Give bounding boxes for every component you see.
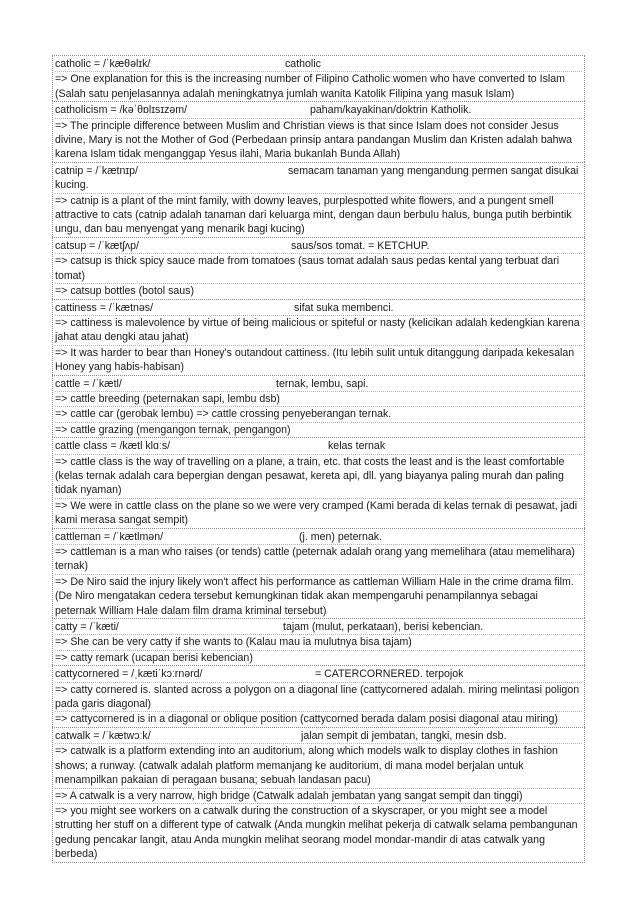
entry-example: => She can be very catty if she wants to (Kalau mau ia mulutnya bisa tajam) xyxy=(55,635,582,650)
dictionary-entry xyxy=(52,101,585,162)
entry-headword-row xyxy=(55,164,582,194)
entry-headword: catty = /ˈkæti/ xyxy=(55,621,119,634)
entry-headword-row xyxy=(55,239,582,254)
entry-example: => One explanation for this is the increasing number of Filipino Catholic women who have converted to Islam (Salah satu penjelasannya adalah meningkatnya jumlah wanita Katolik Filipina yang masuk Islam) xyxy=(55,73,565,100)
dictionary-entry xyxy=(52,299,585,375)
entry-example: => catty cornered is. slanted across a polygon on a diagonal line (cattycornered adalah. miring melintasi poligon pada garis diagonal) xyxy=(55,683,582,713)
entry-headword-row xyxy=(55,103,582,118)
entry-headword-row xyxy=(55,439,582,454)
entry-example: => We were in cattle class on the plane so we were very cramped (Kami berada di kelas ternak di pesawat, jadi kami merasa sangat sempit) xyxy=(55,499,578,527)
entry-headword: cattle = /ˈkætl/ xyxy=(55,377,122,390)
entry-example: => catsup is thick spicy sauce made from tomatoes (saus tomat adalah saus pedas kental yang terbuat dari tomat) xyxy=(55,254,582,284)
dictionary-entry xyxy=(52,665,585,727)
entry-gloss: kelas ternak xyxy=(328,440,386,453)
entry-example: => De Niro said the injury likely won't affect his performance as cattleman William Hale in the crime drama film. (De Niro mengatakan cedera tersebut kemungkinan tidak akan mempengaruhi penampilannya sebagai peternak William Hale dalam film drama kriminal tersebut) xyxy=(55,575,574,617)
entry-gloss: ternak, lembu, sapi. xyxy=(276,377,369,390)
entry-headword-row xyxy=(55,620,582,635)
entry-headword: catwalk = /ˈkætwɔːk/ xyxy=(55,729,151,742)
entry-gloss: catholic xyxy=(285,58,321,70)
dictionary-entry xyxy=(52,727,585,863)
entry-gloss: tajam (mulut, perkataan), berisi kebencian. xyxy=(283,621,484,634)
entry-headword: catnip = /ˈkætnɪp/ xyxy=(55,164,138,177)
dictionary-entry xyxy=(52,55,585,101)
entry-headword: catsup = /ˈkætʃʌp/ xyxy=(55,239,139,252)
entry-headword: cattleman = /ˈkætlmən/ xyxy=(55,530,164,543)
dictionary-entry xyxy=(52,437,585,527)
entry-example: => It was harder to bear than Honey's outandout cattiness. (Itu lebih sulit untuk ditanggung daripada kekesalan Honey yang habis-habisan) xyxy=(55,346,575,374)
entry-example: => cattle grazing (mengangon ternak, pengangon) xyxy=(55,423,291,436)
dictionary-entry xyxy=(52,618,585,665)
entry-headword-row xyxy=(55,377,582,392)
dictionary-entry xyxy=(52,237,585,299)
dictionary-page xyxy=(52,55,585,863)
entry-gloss: = CATERCORNERED. terpojok xyxy=(315,668,464,681)
entry-example: => catty remark (ucapan berisi kebencian) xyxy=(55,651,253,664)
entry-headword: cattle class = /kætl klɑːs/ xyxy=(55,440,171,453)
dictionary-entry xyxy=(52,528,585,618)
entry-example: => catnip is a plant of the mint family, with downy leaves, purplespotted white flowers, and a pungent smell attractive to cats (catnip adalah tanaman dari keluarga mint, dengan daun berbulu halus, bunga putih berbintik ungu, dan bau menyengat yang menarik bagi kucing) xyxy=(55,194,572,236)
entry-example: => cattleman is a man who raises (or tends) cattle (peternak adalah orang yang memelihara (atau memelihara) ternak) xyxy=(55,545,582,575)
dictionary-entry xyxy=(52,162,585,237)
entry-headword-row xyxy=(55,530,582,545)
entry-gloss: semacam tanaman yang mengandung permen sangat disukai kucing. xyxy=(55,164,579,192)
entry-headword-row xyxy=(55,301,582,316)
entry-headword-row xyxy=(55,667,582,682)
entry-example: => cattle breeding (peternakan sapi, lembu dsb) xyxy=(55,392,582,407)
entry-gloss: saus/sos tomat. = KETCHUP. xyxy=(291,239,430,252)
entry-example: => cattycornered is in a diagonal or oblique position (cattycorned berada dalam posisi diagonal atau miring) xyxy=(55,713,558,726)
entry-headword: catholicism = /kəˈθɒlɪsɪzəm/ xyxy=(55,104,188,117)
entry-example: => you might see workers on a catwalk during the construction of a skyscraper, or you might see a model strutting her stuff on a different type of catwalk (Anda mungkin melihat pekerja di catwalk selama pembangunan gedung pencakar langit, atau Anda mungkin melihat seorang model mondar-mandir di atas catwalk yang berbeda) xyxy=(55,804,578,861)
entry-example: => cattiness is malevolence by virtue of being malicious or spiteful or nasty (kelicikan adalah kedengkian karena jahat atau dengki atau jahat) xyxy=(55,316,582,346)
entry-gloss: sifat suka membenci. xyxy=(294,301,394,314)
entry-example: => catsup bottles (botol saus) xyxy=(55,285,194,298)
entry-headword: catholic = /ˈkæθəlɪk/ xyxy=(55,58,151,70)
entry-headword: cattycornered = /ˌkætiˈkɔːrnərd/ xyxy=(55,668,203,681)
entry-example: => The principle difference between Muslim and Christian views is that since Islam does not consider Jesus divine, Mary is not the Mother of God (Perbedaan prinsip antara pandangan Muslim dan Kristen adalah bahwa karena Islam tidak menganggap Yesus ilahi, Maria bukanlah Bunda Allah) xyxy=(55,119,573,161)
dictionary-entry xyxy=(52,375,585,438)
entry-headword-row xyxy=(55,57,582,72)
entry-headword: cattiness = /ˈkætnəs/ xyxy=(55,301,154,314)
entry-example: => cattle car (gerobak lembu) => cattle crossing penyeberangan ternak. xyxy=(55,407,582,422)
entry-gloss: jalan sempit di jembatan, tangki, mesin dsb. xyxy=(301,729,507,742)
entry-example: => A catwalk is a very narrow, high bridge (Catwalk adalah jembatan yang sangat sempit dan tinggi) xyxy=(55,789,582,804)
entry-example: => cattle class is the way of travelling on a plane, a train, etc. that costs the least and is the least comfortable (kelas ternak adalah cara bepergian dengan pesawat, kereta api, dll. yang biayanya paling murah dan paling tidak nyaman) xyxy=(55,455,582,499)
entry-gloss: (j. men) peternak. xyxy=(299,530,383,543)
entry-gloss: paham/kayakinan/doktrin Katholik. xyxy=(310,104,472,117)
entry-example: => catwalk is a platform extending into an auditorium, along which models walk to display clothes in fashion shows; a runway. (catwalk adalah platform memanjang ke auditorium, di mana model berjalan untuk menampilkan pakaian di peragaan busana; sebuah landasan pacu) xyxy=(55,744,582,788)
entry-headword-row xyxy=(55,729,582,744)
